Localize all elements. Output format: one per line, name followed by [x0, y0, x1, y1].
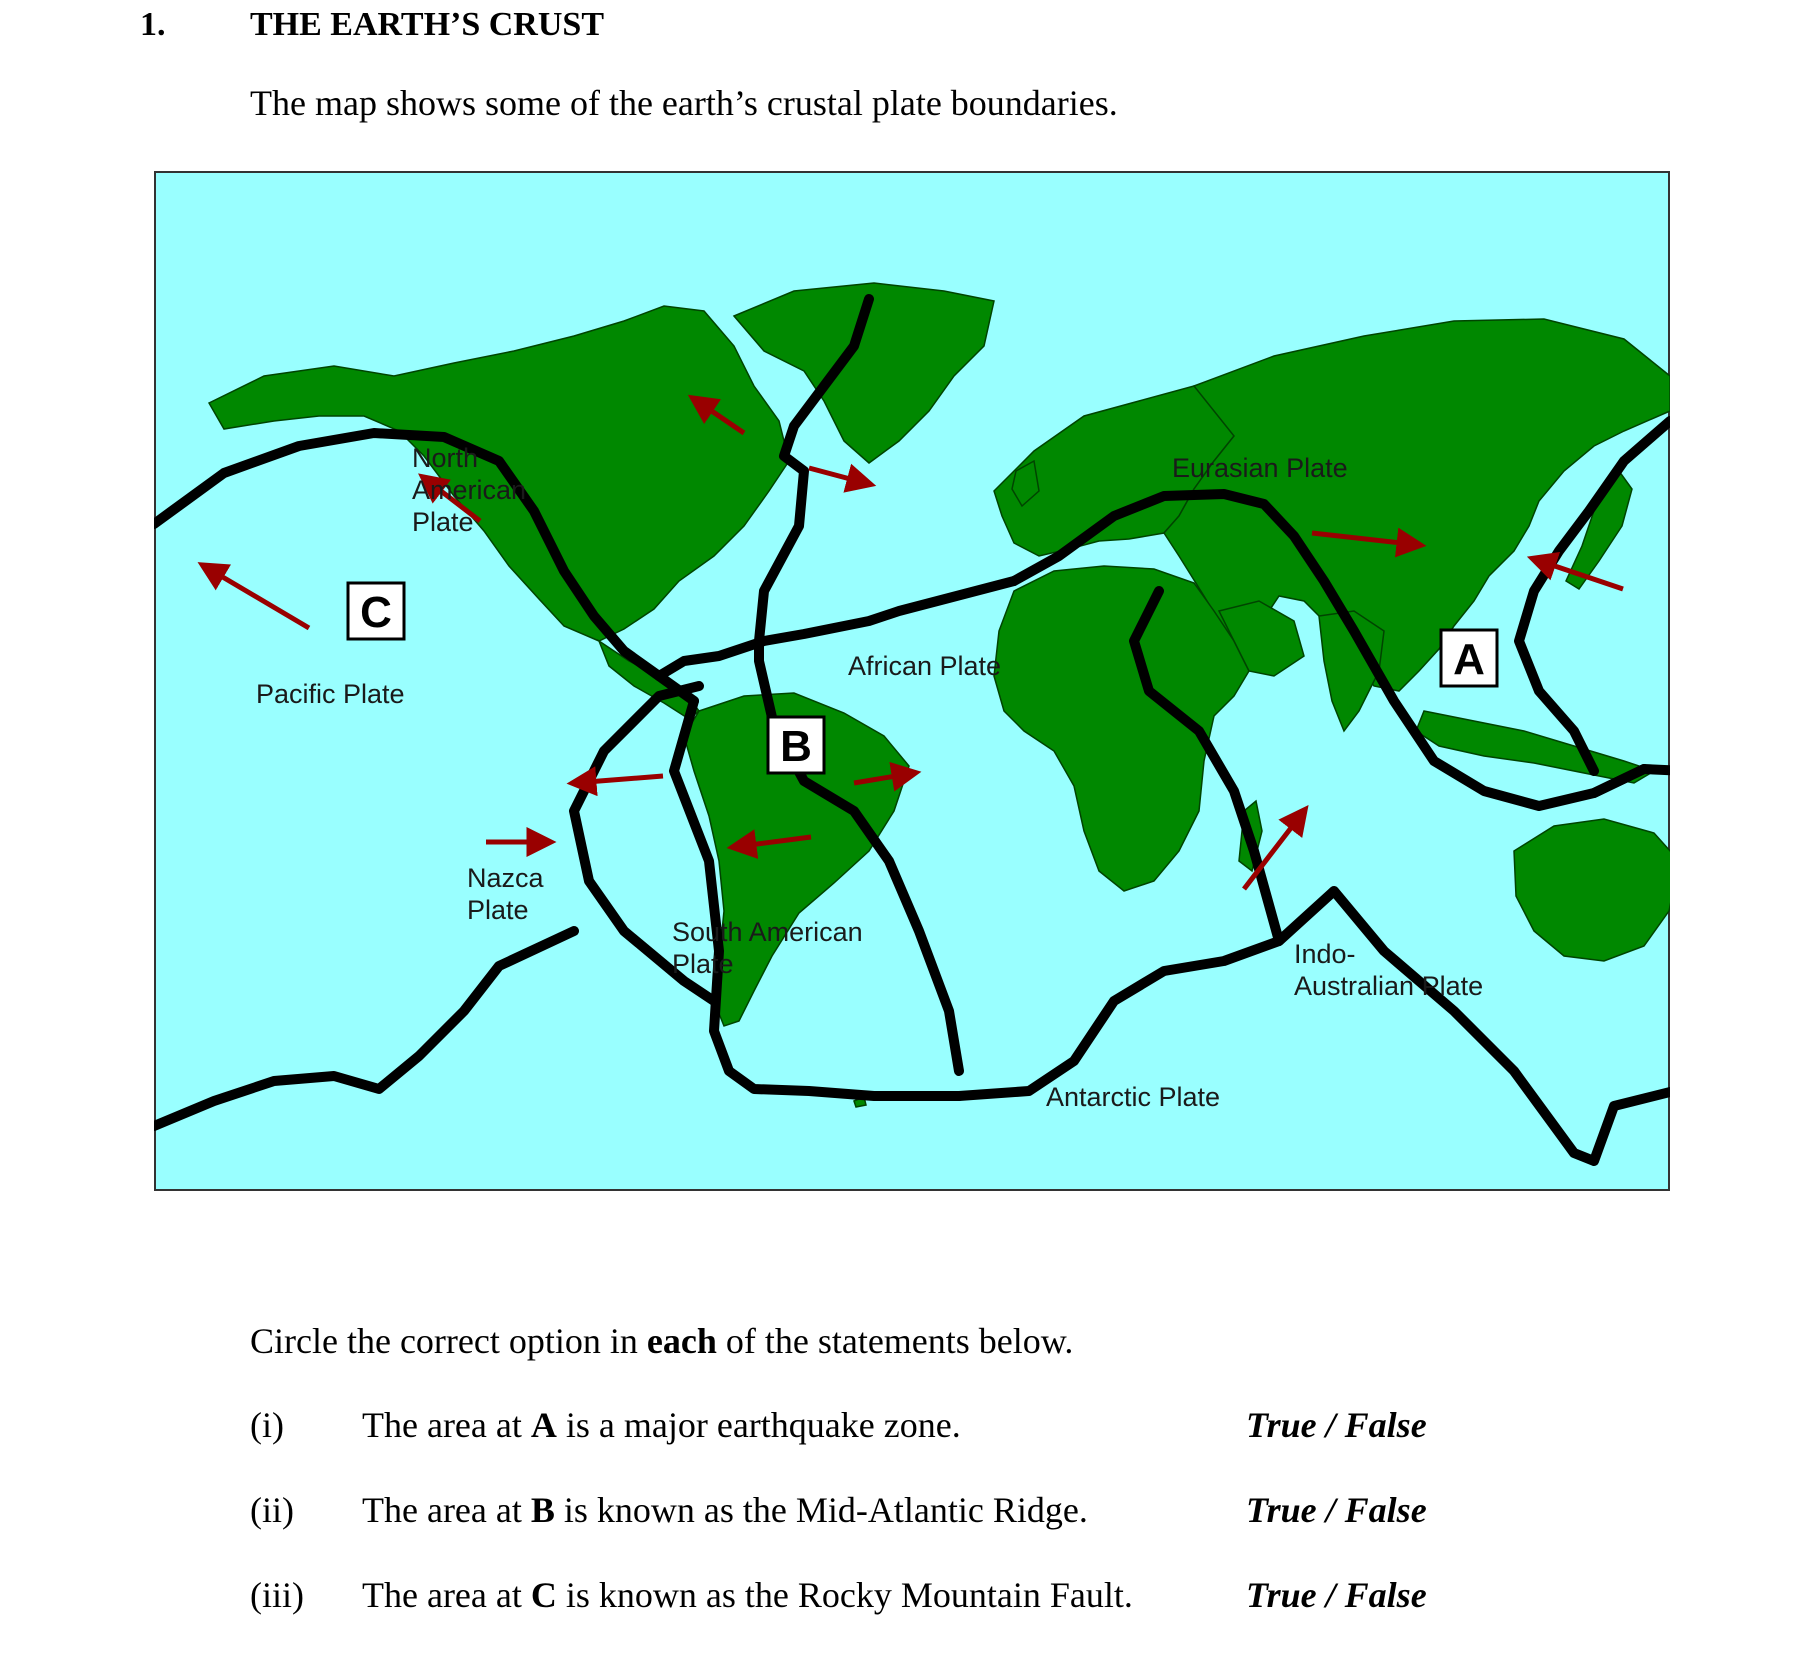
label-nazca-plate: Nazca Plate — [467, 863, 544, 925]
statement-1-number: (i) — [250, 1405, 284, 1445]
statement-1-options[interactable]: True / False — [1246, 1405, 1427, 1445]
statement-1-text: The area at A is a major earthquake zone. — [362, 1405, 961, 1445]
label-north-american-plate: North American Plate — [412, 443, 527, 537]
marker-b — [768, 717, 824, 773]
plate-boundary-map — [154, 171, 1670, 1191]
question-intro: The map shows some of the earth’s crustal plate boundaries. — [250, 83, 1118, 123]
marker-a — [1441, 630, 1497, 686]
label-antarctic-plate: Antarctic Plate — [1046, 1082, 1221, 1112]
svg-text:C: C — [360, 588, 392, 637]
label-african-plate: African Plate — [848, 651, 1002, 681]
marker-c — [348, 583, 404, 639]
statement-2-number: (ii) — [250, 1490, 294, 1530]
svg-text:A: A — [1453, 635, 1485, 684]
svg-text:B: B — [780, 722, 812, 771]
question-title: THE EARTH’S CRUST — [250, 6, 604, 43]
statement-3-options[interactable]: True / False — [1246, 1575, 1427, 1615]
label-eurasian-plate: Eurasian Plate — [1172, 453, 1348, 483]
label-south-american-plate: South American Plate — [672, 917, 863, 979]
statement-3-number: (iii) — [250, 1575, 304, 1615]
statement-2-options[interactable]: True / False — [1246, 1490, 1427, 1530]
instruction-text: Circle the correct option in each of the statements below. — [250, 1321, 1074, 1361]
statement-3-text: The area at C is known as the Rocky Mountain Fault. — [362, 1575, 1133, 1615]
label-indo-australian-plate: Indo- Australian Plate — [1294, 939, 1484, 1001]
question-number: 1. — [140, 6, 166, 43]
label-pacific-plate: Pacific Plate — [256, 679, 405, 709]
statement-2-text: The area at B is known as the Mid-Atlantic Ridge. — [362, 1490, 1088, 1530]
